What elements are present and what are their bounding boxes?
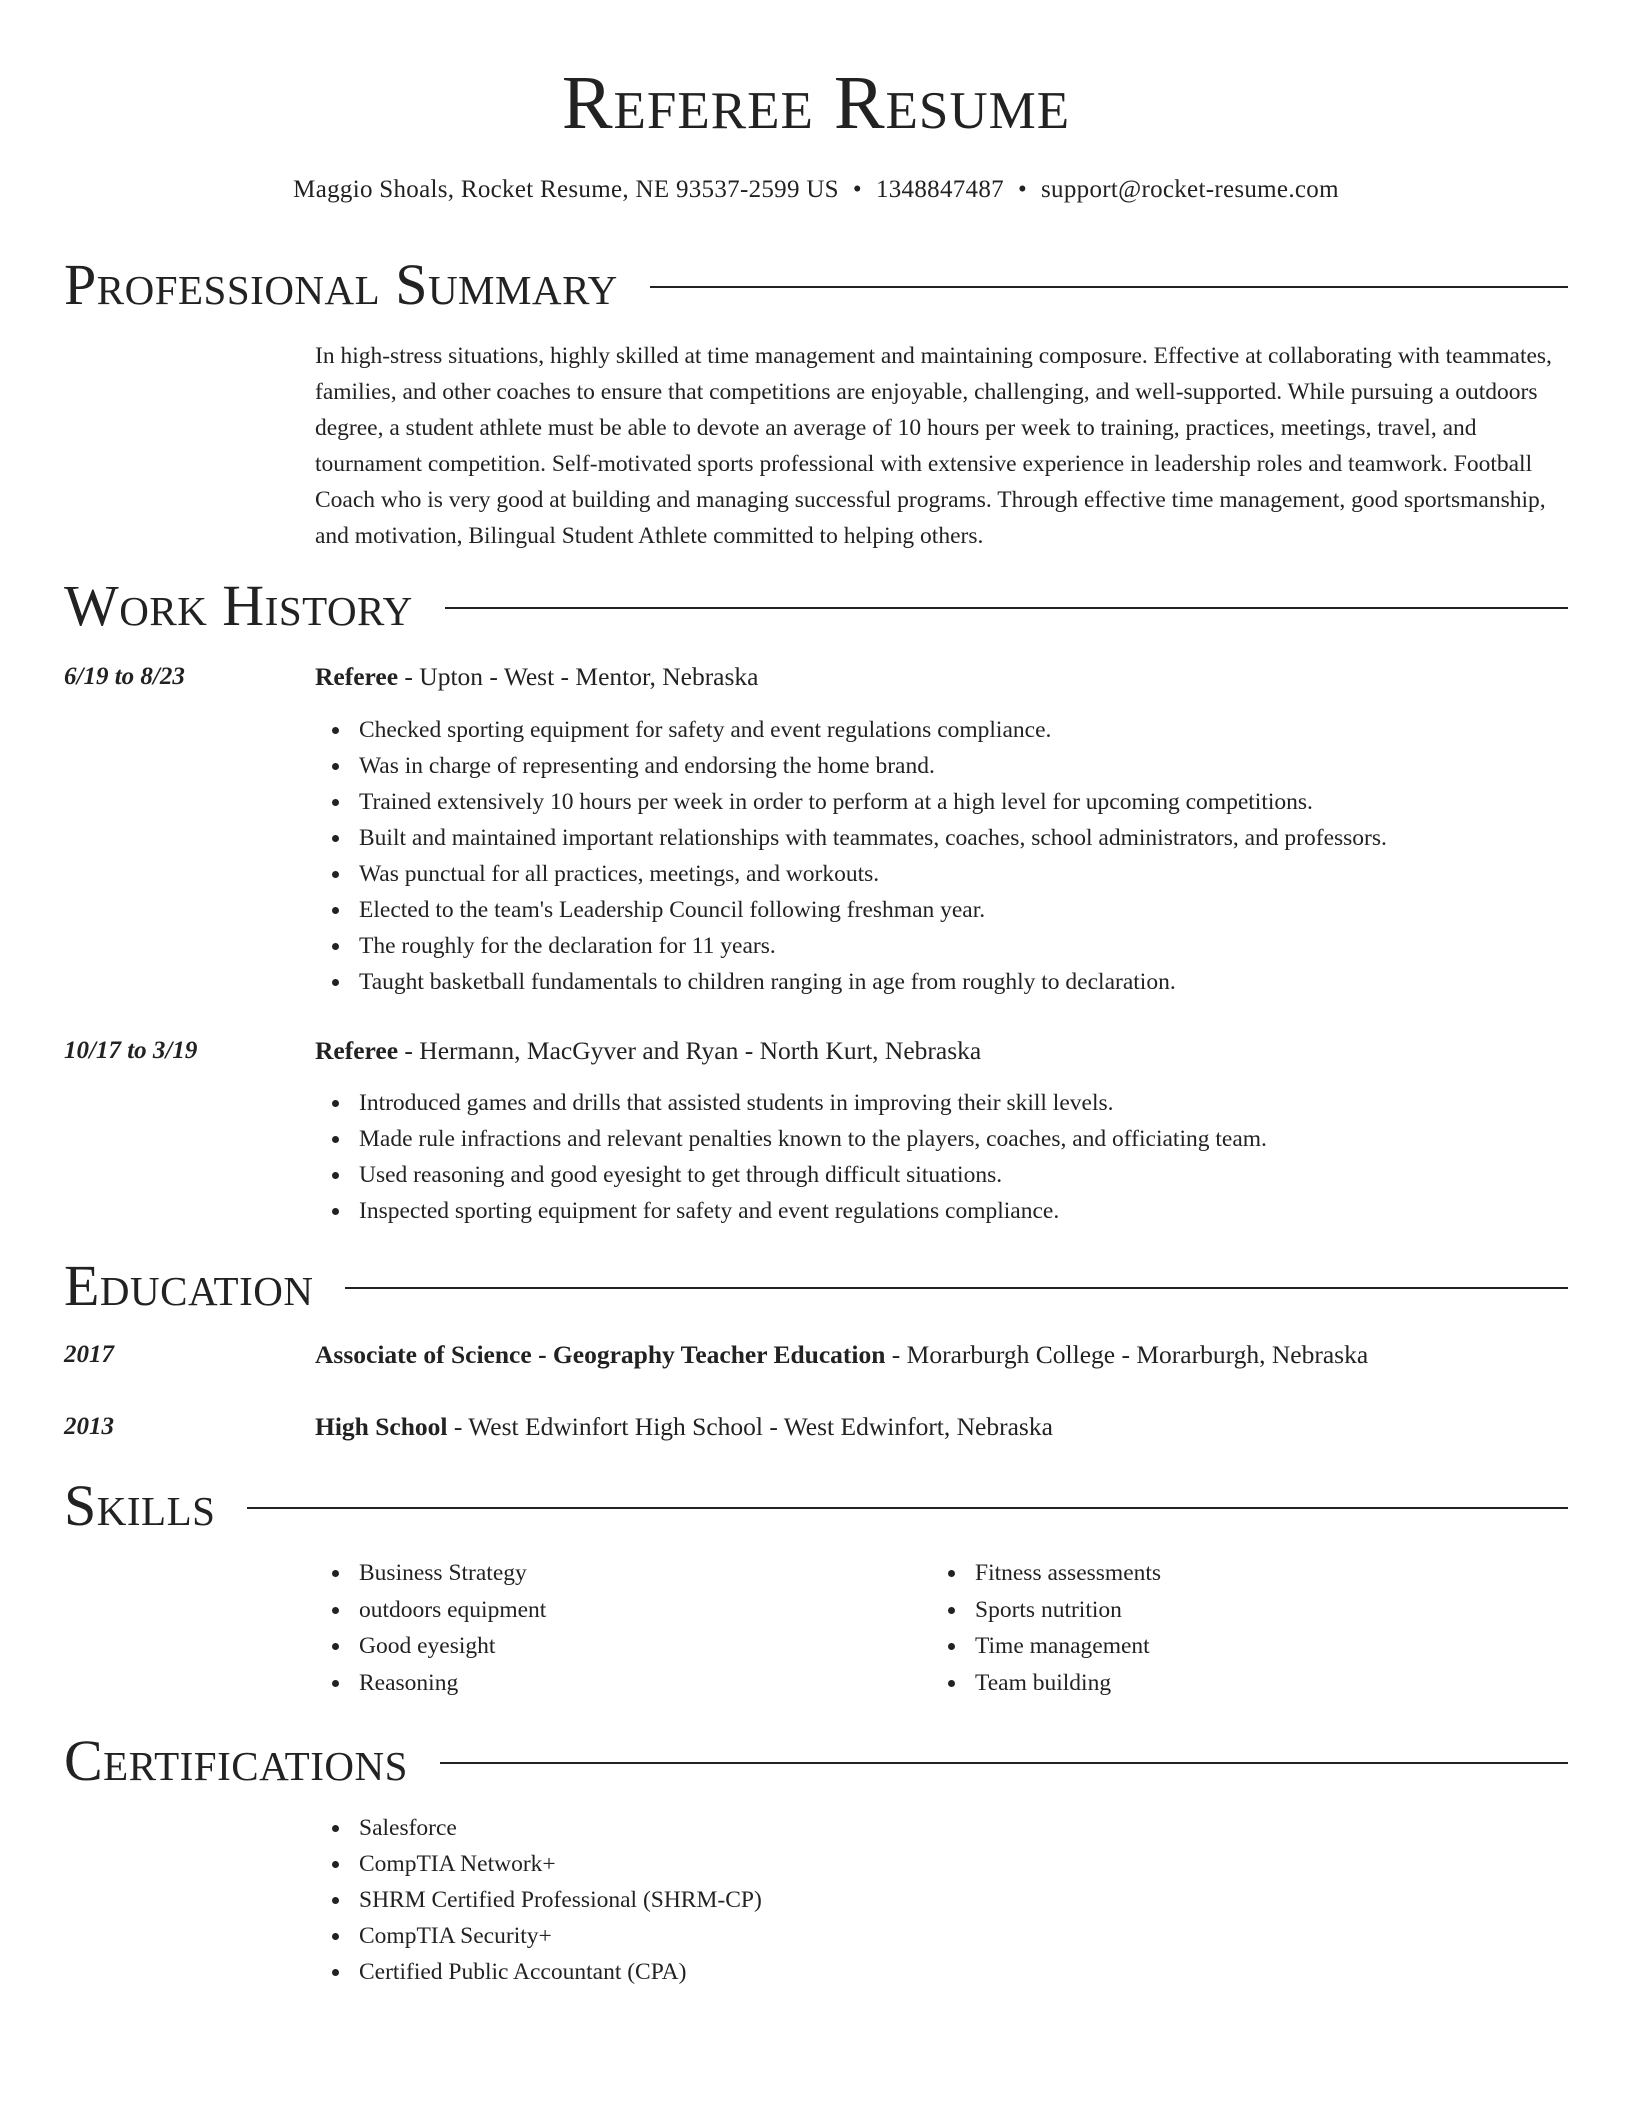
skills-list-right	[931, 1555, 1568, 1701]
job-bullet: Built and maintained important relationships with teammates, coaches, school administrators, and professors.	[315, 820, 1568, 856]
skill-item: Good eyesight	[315, 1628, 925, 1665]
certification-item: CompTIA Security+	[315, 1918, 1568, 1954]
job-title: Referee	[315, 662, 399, 691]
job-bullet: Taught basketball fundamentals to children ranging in age from roughly to declaration.	[315, 964, 1568, 1000]
job-bullet: Introduced games and drills that assisted students in improving their skill levels.	[315, 1085, 1568, 1121]
job-bullets	[315, 712, 1568, 1000]
contact-email: support@rocket-resume.com	[1041, 176, 1339, 203]
job-bullet: The roughly for the declaration for 11 years.	[315, 928, 1568, 964]
certification-item: CompTIA Network+	[315, 1846, 1568, 1882]
job-title-line	[315, 1033, 1568, 1069]
certifications-section-heading	[64, 1729, 1568, 1793]
section-divider	[440, 1762, 1568, 1764]
education-heading: Education	[64, 1253, 314, 1318]
skill-item: Reasoning	[315, 1665, 925, 1702]
job-bullet: Checked sporting equipment for safety and event regulations compliance.	[315, 712, 1568, 748]
skill-item: outdoors equipment	[315, 1592, 925, 1629]
education-details: - West Edwinfort High School - West Edwinfort, Nebraska	[447, 1412, 1053, 1441]
summary-heading: Professional Summary	[64, 252, 618, 317]
contact-separator: •	[1017, 176, 1028, 203]
job-dates: 10/17 to 3/19	[64, 1037, 198, 1064]
skill-item: Team building	[931, 1665, 1568, 1702]
job-details: - Upton - West - Mentor, Nebraska	[398, 662, 759, 691]
job-bullet: Trained extensively 10 hours per week in order to perform at a high level for upcoming competitions.	[315, 784, 1568, 820]
skills-heading: Skills	[64, 1473, 216, 1538]
job-bullet: Made rule infractions and relevant penalties known to the players, coaches, and officiating team.	[315, 1121, 1568, 1157]
job-details: - Hermann, MacGyver and Ryan - North Kurt, Nebraska	[398, 1036, 982, 1065]
job-bullet: Inspected sporting equipment for safety and event regulations compliance.	[315, 1193, 1568, 1229]
skills-section-heading	[64, 1474, 1568, 1538]
certification-item: SHRM Certified Professional (SHRM-CP)	[315, 1882, 1568, 1918]
contact-line	[64, 172, 1568, 208]
job-bullet: Elected to the team's Leadership Council following freshman year.	[315, 892, 1568, 928]
contact-separator: •	[852, 176, 862, 203]
education-year: 2017	[64, 1341, 114, 1368]
education-details: - Morarburgh College - Morarburgh, Nebraska	[885, 1340, 1369, 1369]
skill-item: Business Strategy	[315, 1555, 925, 1592]
skill-item: Fitness assessments	[931, 1555, 1568, 1592]
contact-phone: 1348847487	[875, 176, 1004, 203]
summary-text: In high-stress situations, highly skilled at time management and maintaining composure. Effective at collaborating with teammates, families, and other coaches to ensure that competitions are enjoyable, challenging, and well-supported. While pursuing a outdoors degree, a student athlete must be able to devote an average of 10 hours per week to training, practices, meetings, travel, and tournament competition. Self-motivated sports professional with extensive experience in leadership roles and teamwork. Football Coach who is very good at building and managing successful programs. Through effective time management, good sportsmanship, and motivation, Bilingual Student Athlete committed to helping others.	[315, 343, 1552, 549]
education-degree: High School	[315, 1412, 448, 1441]
section-divider	[650, 286, 1568, 288]
certification-item: Certified Public Accountant (CPA)	[315, 1954, 1568, 1990]
job-bullet: Used reasoning and good eyesight to get through difficult situations.	[315, 1157, 1568, 1193]
skill-item: Sports nutrition	[931, 1592, 1568, 1629]
education-degree: Associate of Science - Geography Teacher Education	[315, 1340, 886, 1369]
certifications-heading: Certifications	[64, 1728, 408, 1793]
skill-item: Time management	[931, 1628, 1568, 1665]
certification-item: Salesforce	[315, 1810, 1568, 1846]
section-divider	[445, 607, 1568, 609]
contact-address: Maggio Shoals, Rocket Resume, NE 93537-2599 US	[293, 176, 839, 203]
education-year: 2013	[64, 1413, 114, 1440]
summary-section-heading	[64, 253, 1568, 317]
job-title-line	[315, 659, 1568, 695]
job-dates: 6/19 to 8/23	[64, 663, 185, 690]
certifications-list	[315, 1810, 1568, 1990]
section-divider	[247, 1507, 1568, 1509]
section-divider	[345, 1287, 1568, 1289]
skills-list-left	[315, 1555, 925, 1701]
job-bullet: Was in charge of representing and endorsing the home brand.	[315, 748, 1568, 784]
job-bullets	[315, 1085, 1568, 1229]
job-bullet: Was punctual for all practices, meetings, and workouts.	[315, 856, 1568, 892]
job-title: Referee	[315, 1036, 399, 1065]
education-section-heading	[64, 1254, 1568, 1318]
work-history-section-heading	[64, 574, 1568, 638]
resume-title: Referee Resume	[561, 61, 1071, 145]
education-line	[315, 1409, 1568, 1445]
work-history-heading: Work History	[64, 573, 413, 638]
education-line	[315, 1337, 1568, 1373]
